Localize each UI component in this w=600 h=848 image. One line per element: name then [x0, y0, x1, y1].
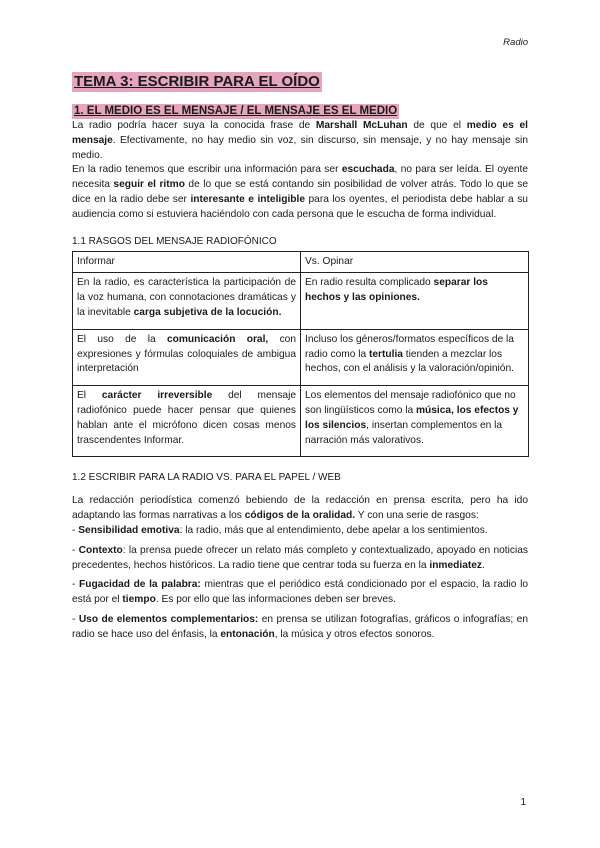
- table-row: [73, 386, 529, 457]
- table-header-opinar: Vs. Opinar: [301, 251, 529, 273]
- list-item: - Fugacidad de la palabra: mientras que el periódico está condicionado por el espacio, la radio lo está por el tiempo. Es por ello que las informaciones deben ser breves.: [72, 579, 529, 606]
- rasgos-table: [72, 251, 529, 458]
- table-cell: El carácter irreversible del mensaje radiofónico puede hacer pensar que quienes hablan ante el micrófono dicen cosas menos trascendentes Informar.: [73, 386, 301, 457]
- table-cell: En radio resulta complicado separar los hechos y las opiniones.: [301, 273, 529, 329]
- section-heading: 1. EL MEDIO ES EL MENSAJE / EL MENSAJE ES EL MEDIO: [74, 105, 398, 117]
- running-head: Radio: [503, 37, 528, 48]
- list-item: - Uso de elementos complementarios: en prensa se utilizan fotografías, gráficos o infografías; en radio se hace uso del énfasis, la entonación, la música y otros efectos sonoros.: [72, 613, 529, 640]
- table-row: [73, 329, 529, 385]
- subsection-heading-escribir: 1.2 ESCRIBIR PARA LA RADIO VS. PARA EL PAPEL / WEB: [72, 472, 341, 484]
- document-body: [72, 72, 528, 643]
- subsection-heading-rasgos: 1.1 RASGOS DEL MENSAJE RADIOFÓNICO: [72, 235, 277, 247]
- page-title: TEMA 3: ESCRIBIR PARA EL OÍDO: [74, 73, 320, 90]
- table-cell: El uso de la comunicación oral, con expresiones y fórmulas coloquiales de ambigua interpretación: [73, 329, 301, 385]
- table-cell: En la radio, es característica la participación de la voz humana, con connotaciones dramáticas y la inevitable carga subjetiva de la locución.: [73, 273, 301, 329]
- list-item: - Sensibilidad emotiva: la radio, más que al entendimiento, debe apelar a los sentimientos.: [72, 524, 488, 536]
- page-number: 1: [520, 797, 526, 808]
- paragraph-mcluhan: La radio podría hacer suya la conocida frase de Marshall McLuhan de que el medio es el mensaje. Efectivamente, no hay medio sin voz, sin discurso, sin mensaje, y no hay mensaje sin medio.: [72, 120, 528, 161]
- table-row: [73, 273, 529, 329]
- table-header-informar: Informar: [73, 251, 301, 273]
- paragraph-escuchada: En la radio tenemos que escribir una información para ser escuchada, no para ser leída. El oyente necesita seguir el ritmo de lo que se está contando sin posibilidad de volver atrás. Todo lo que se dice en la radio debe ser interesante e inteligible para los oyentes, el periodista debe hablar a su audiencia como si estuviera haciéndolo con cada persona que le escucha de forma individual.: [72, 164, 528, 220]
- table-row: [73, 251, 529, 273]
- table-cell: Incluso los géneros/formatos específicos de la radio como la tertulia tienden a mezclar los hechos, con el análisis y la valoración/opinión.: [301, 329, 529, 385]
- paragraph-intro: La redacción periodística comenzó bebiendo de la redacción en prensa escrita, pero ha ido adaptando las formas narrativas a los códigos de la oralidad. Y con una serie de rasgos:: [72, 495, 528, 522]
- list-item: - Contexto: la prensa puede ofrecer un relato más completo y contextualizado, apoyado en noticias precedentes, hechos históricos. La radio tiene que centrar toda su fuerza en la inmediatez.: [72, 544, 528, 571]
- table-cell: Los elementos del mensaje radiofónico que no son lingüísticos como la música, los efectos y los silencios, insertan complementos en la narración más valorativos.: [301, 386, 529, 457]
